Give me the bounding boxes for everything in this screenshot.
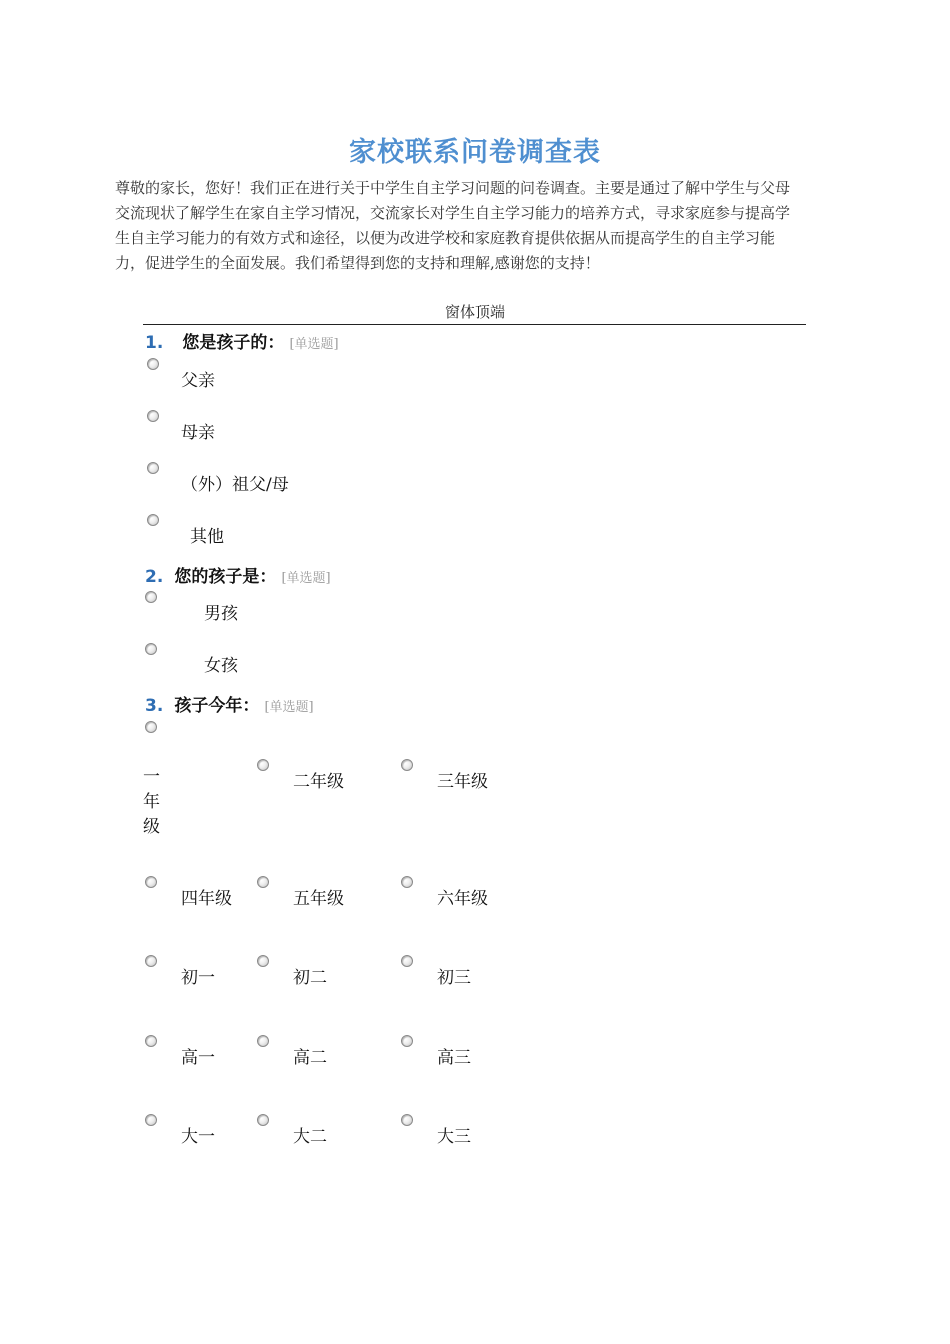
- option-label: （外）祖父/母: [181, 475, 289, 495]
- question-2-header: [145, 562, 331, 587]
- question-text: 您是孩子的：: [182, 333, 285, 353]
- question-number: 3.: [145, 696, 164, 716]
- option-label: 大三: [437, 1127, 471, 1147]
- radio-option-college-1[interactable]: [145, 1114, 157, 1126]
- radio-option-grade-6[interactable]: [401, 876, 413, 888]
- form-top-divider: [143, 324, 806, 325]
- option-label: 四年级: [181, 889, 232, 909]
- radio-option-senior-3[interactable]: [401, 1035, 413, 1047]
- radio-option-girl[interactable]: [145, 643, 157, 655]
- option-label: 女孩: [204, 656, 238, 676]
- question-type-tag: [单选题]: [264, 700, 314, 715]
- option-label: 初三: [437, 968, 471, 988]
- radio-option-junior-3[interactable]: [401, 955, 413, 967]
- radio-option-father[interactable]: [147, 358, 159, 370]
- page-title: 家校联系问卷调查表: [349, 137, 601, 168]
- option-label: 三年级: [437, 772, 488, 792]
- option-label: 高一: [181, 1048, 215, 1068]
- option-label: 五年级: [293, 889, 344, 909]
- radio-option-other[interactable]: [147, 514, 159, 526]
- option-label: 六年级: [437, 889, 488, 909]
- radio-option-senior-2[interactable]: [257, 1035, 269, 1047]
- question-number: 2.: [145, 567, 164, 587]
- radio-option-mother[interactable]: [147, 410, 159, 422]
- radio-option-grade-5[interactable]: [257, 876, 269, 888]
- radio-option-boy[interactable]: [145, 591, 157, 603]
- question-1-header: [145, 328, 339, 353]
- option-label: 高三: [437, 1048, 471, 1068]
- option-label: 大一: [181, 1127, 215, 1147]
- radio-option-grade-3[interactable]: [401, 759, 413, 771]
- option-label: 初二: [293, 968, 327, 988]
- radio-option-grade-1[interactable]: [145, 721, 157, 733]
- question-number: 1.: [145, 333, 164, 353]
- radio-option-grade-4[interactable]: [145, 876, 157, 888]
- option-label: 父亲: [181, 371, 215, 391]
- question-type-tag: [单选题]: [281, 571, 331, 586]
- intro-paragraph: 尊敬的家长，您好！我们正在进行关于中学生自主学习问题的问卷调查。主要是通过了解中学生与父母交流现状了解学生在家自主学习情况，交流家长对学生自主学习能力的培养方式，寻求家庭参与提高学生自主学习能力的有效方式和途径，以便为改进学校和家庭教育提供依据从而提高学生的自主学习能力，促进学生的全面发展。我们希望得到您的支持和理解,感谢您的支持！: [115, 179, 791, 272]
- form-top-label: 窗体顶端: [444, 303, 505, 321]
- radio-option-junior-2[interactable]: [257, 955, 269, 967]
- question-text: 您的孩子是：: [174, 567, 277, 587]
- radio-option-grade-2[interactable]: [257, 759, 269, 771]
- radio-option-senior-1[interactable]: [145, 1035, 157, 1047]
- question-text: 孩子今年：: [174, 696, 260, 716]
- question-type-tag: [单选题]: [289, 337, 339, 352]
- option-label: 一年级: [143, 767, 160, 837]
- radio-option-college-2[interactable]: [257, 1114, 269, 1126]
- option-label: 初一: [181, 968, 215, 988]
- option-label: 二年级: [293, 772, 344, 792]
- option-label: 其他: [190, 527, 224, 547]
- option-label: 男孩: [204, 604, 238, 624]
- radio-option-grandparent[interactable]: [147, 462, 159, 474]
- question-3-header: [145, 691, 314, 716]
- radio-option-junior-1[interactable]: [145, 955, 157, 967]
- option-label: 母亲: [181, 423, 215, 443]
- option-label: 大二: [293, 1127, 327, 1147]
- option-label: 高二: [293, 1048, 327, 1068]
- radio-option-college-3[interactable]: [401, 1114, 413, 1126]
